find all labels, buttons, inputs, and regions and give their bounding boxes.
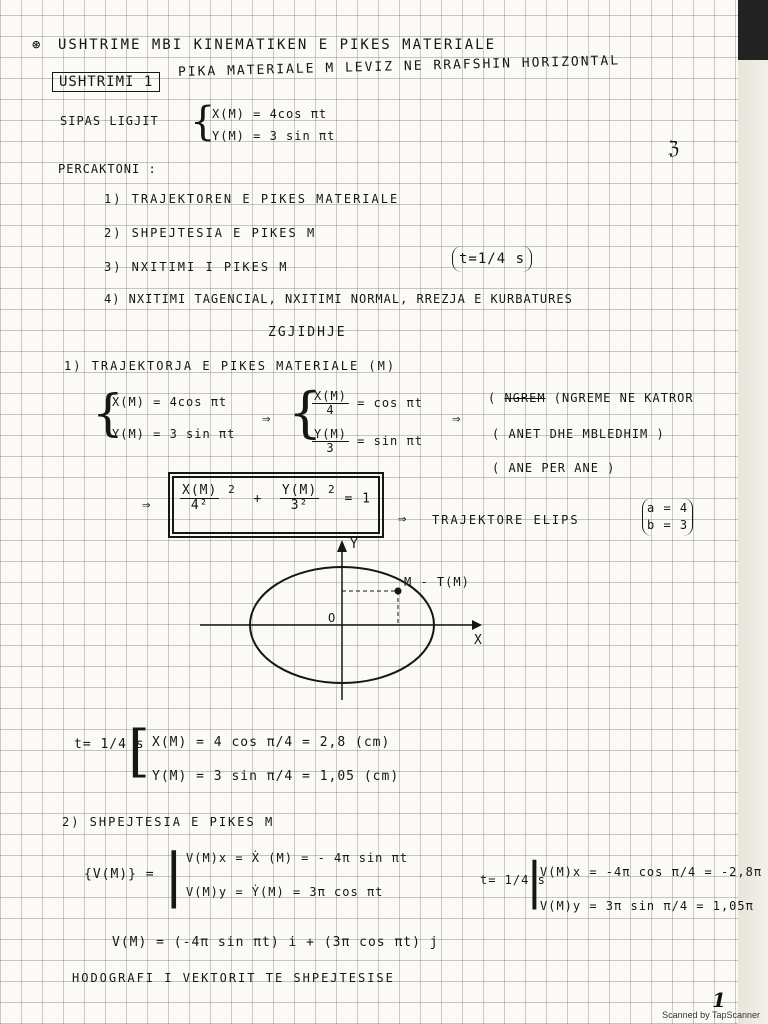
exercise-statement: PIKA MATERIALE M LEVIZ NE RRAFSHIN HORIZONTAL [177,53,621,80]
div-x-fraction: $\frac{X(M)}{4}$ [314,389,347,418]
vx: V(M)x = Ẋ (M) = - 4π sin πt [186,851,409,865]
origin-label: O [328,611,337,625]
eq-y: Y(M) = 3 sin πt [112,427,236,441]
law-y: Y(M) = 3 sin πt [212,129,336,143]
arrow-2: ⇒ [452,411,462,427]
note-line-3-text: ANE PER ANE [508,461,599,475]
div-y-rhs: = sin πt [357,434,423,449]
arrow-3: ⇒ [142,497,152,513]
velocity-value-brace: | [526,852,543,910]
note-line-1-text: NGREME NE KATROR [562,391,694,405]
axis-y-label: Y [350,537,359,552]
system-brace: { [92,384,124,442]
vy: V(M)y = Ẏ(M) = 3π cos πt [186,885,384,899]
velocity-vector-eq: V(M) = (-4π sin πt) i + (3π cos πt) j [112,935,439,950]
note-line-1: ( NGREM (NGREME NE KATROR [488,391,694,405]
law-brace: { [190,99,216,145]
axis-x-label: X [474,633,483,648]
page-number: 1 [712,988,726,1012]
boxed-y-fraction: $\frac{Y(M)}{\text{3²}}$ [281,483,318,514]
traj-text: TRAJEKTORE ELIPS [432,513,580,527]
note-line-2-text: ANET DHE MBLEDHIM [508,427,649,441]
position-brace: [ [128,719,150,784]
note-crossed: NGREM [504,391,546,405]
square-exp-2: 2 [328,483,336,496]
pos-y: Y(M) = 3 sin π/4 = 1,05 (cm) [152,769,400,784]
title-bullet-icon: ⊛ [32,37,42,53]
vy-value: V(M)y = 3π sin π/4 = 1,05π [540,899,754,913]
arrow-1: ⇒ [262,411,272,427]
traj-a: a = 4 [647,501,689,515]
law-label: SIPAS LIGJIT [60,114,159,128]
div-x-rhs: = cos πt [357,396,423,411]
determine-label: PERCAKTONI : [58,162,157,176]
task-4: 4) NXITIMI TAGENCIAL, NXITIMI NORMAL, RREZJA E KURBATURES [104,292,573,306]
system-brace-2: { [288,381,323,444]
solution-heading: ZGJIDHJE [268,325,347,340]
t-value-label: t= 1/4 s [74,737,145,752]
vx-value: V(M)x = -4π cos π/4 = -2,8π [540,865,763,879]
t-value-label-2: t= 1/4 s [480,873,546,887]
task-2: 2) SHPEJTESIA E PIKES M [104,226,317,240]
boxed-rhs: = 1 [344,491,371,507]
div-y-fraction: $\frac{Y(M)}{3}$ [314,427,347,456]
scanner-note: Scanned by TapScanner [662,1010,760,1020]
exercise-label: USHTRIMI 1 [52,72,160,92]
square-exp-1: 2 [228,483,236,496]
v-label: {V(M)} = [84,867,155,882]
part1-title: 1) TRAJEKTORJA E PIKES MATERIALE (M) [64,359,397,373]
margin-scribble: ℨ [668,138,681,159]
point-m [395,588,402,595]
hodograph-text: HODOGRAFI I VEKTORIT TE SHPEJTESISE [72,971,395,985]
page-title: USHTRIME MBI KINEMATIKEN E PIKES MATERIALE [58,37,497,53]
note-line-3: ( ANE PER ANE ) [492,461,616,475]
part2-title: 2) SHPEJTESIA E PIKES M [62,815,275,829]
pos-x: X(M) = 4 cos π/4 = 2,8 (cm) [152,735,391,750]
note-line-2: ( ANET DHE MBLEDHIM ) [492,427,665,441]
velocity-brace: | [164,841,184,909]
point-label: M - T(M) [404,575,470,589]
arrow-4: ⇒ [398,511,408,527]
x-axis-arrow-icon [472,620,482,630]
law-x: X(M) = 4cos πt [212,107,328,121]
boxed-x-fraction: $\frac{X(M)}{\text{4²}}$ [182,483,218,514]
time-note: t=1/4 s [452,246,532,272]
task-1: 1) TRAJEKTOREN E PIKES MATERIALE [104,192,400,206]
y-axis-arrow-icon [337,540,347,552]
traj-b: b = 3 [647,517,689,532]
task-3: 3) NXITIMI I PIKES M [104,260,289,274]
eq-x: X(M) = 4cos πt [112,395,228,409]
